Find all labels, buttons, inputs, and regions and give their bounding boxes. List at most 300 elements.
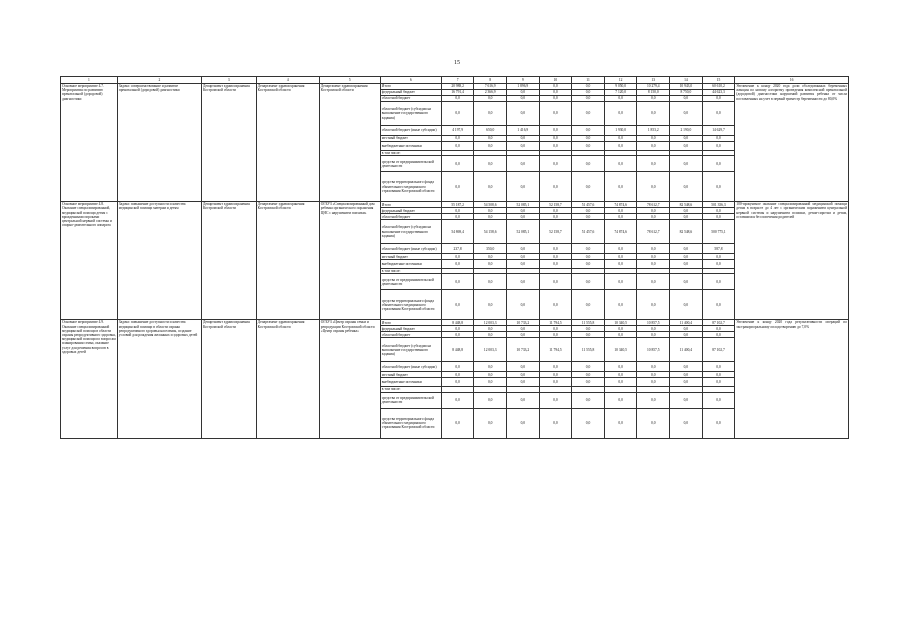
- amount-cell: 0,0: [670, 102, 703, 126]
- page-number: 15: [454, 60, 460, 66]
- amount-cell: 0,0: [670, 254, 703, 260]
- amount-cell: 78 612,7: [637, 202, 670, 208]
- amount-cell: 0,0: [670, 172, 703, 202]
- funding-source: федеральный бюджет: [380, 90, 441, 96]
- coordinator: Департамент здравоохранения Костромской области: [201, 202, 256, 320]
- amount-cell: 1 853,2: [637, 126, 670, 136]
- amount-cell: 0,0: [604, 332, 637, 338]
- amount-cell: 0,0: [572, 208, 605, 214]
- amount-cell: 10 857,5: [637, 320, 670, 326]
- amount-cell: 0,0: [507, 362, 540, 372]
- amount-cell: 587,8: [702, 244, 735, 254]
- column-header-1: 1: [61, 77, 118, 84]
- funding-source: местный бюджет: [380, 136, 441, 142]
- amount-cell: 0,0: [670, 142, 703, 151]
- amount-cell: 0,0: [702, 260, 735, 269]
- amount-cell: 0,0: [637, 214, 670, 220]
- amount-cell: 0,0: [702, 362, 735, 372]
- amount-cell: 0,0: [604, 214, 637, 220]
- expected-result: 100-процентное оказание специализированной медицинской помощи детям в возрасте до 4 лет с органическим поражением центральной нервной системы и нарушением психики, детям-сиротам и детям, оставшимся без попечения родителей: [735, 202, 849, 320]
- amount-cell: 0,0: [670, 332, 703, 338]
- funding-source: областной бюджет (иные субсидии): [380, 126, 441, 136]
- amount-cell: 11 555,8: [572, 338, 605, 362]
- column-header-14: 14: [670, 77, 703, 84]
- amount-cell: 0,0: [637, 208, 670, 214]
- amount-cell: 0,0: [637, 326, 670, 332]
- funding-source: Итого: [380, 320, 441, 326]
- amount-cell: 0,0: [572, 332, 605, 338]
- amount-cell: 87 102,7: [702, 338, 735, 362]
- column-header-7: 7: [441, 77, 474, 84]
- amount-cell: 0,0: [637, 142, 670, 151]
- amount-cell: 0,0: [604, 208, 637, 214]
- amount-cell: 0,0: [441, 214, 474, 220]
- amount-cell: 55 187,2: [441, 202, 474, 208]
- amount-cell: 0,0: [637, 290, 670, 320]
- column-header-4: 4: [256, 77, 319, 84]
- amount-cell: 0,0: [637, 172, 670, 202]
- amount-cell: 0,0: [539, 326, 572, 332]
- amount-cell: 0,0: [474, 392, 507, 408]
- amount-cell: 0,0: [670, 96, 703, 102]
- funding-source: федеральный бюджет: [380, 208, 441, 214]
- funding-source: областной бюджет (иные субсидии): [380, 244, 441, 254]
- amount-cell: 0,0: [441, 362, 474, 372]
- amount-cell: 0,0: [572, 260, 605, 269]
- amount-cell: 0,0: [572, 90, 605, 96]
- amount-cell: 10 733,2: [507, 338, 540, 362]
- amount-cell: 0,0: [474, 172, 507, 202]
- amount-cell: 0,0: [474, 142, 507, 151]
- coordinator: Департамент здравоохранения Костромской области: [201, 320, 256, 438]
- funding-source: средства от предпринимательской деятельности: [380, 274, 441, 290]
- amount-cell: 52 158,7: [539, 202, 572, 208]
- amount-cell: 0,0: [507, 408, 540, 438]
- amount-cell: 0,0: [702, 142, 735, 151]
- amount-cell: 0,0: [702, 96, 735, 102]
- amount-cell: 0,0: [572, 378, 605, 387]
- amount-cell: 0,0: [441, 172, 474, 202]
- amount-cell: 0,0: [474, 260, 507, 269]
- amount-cell: 0,0: [637, 332, 670, 338]
- amount-cell: 16 791,4: [441, 90, 474, 96]
- amount-cell: 12 003,3: [474, 338, 507, 362]
- header-row: [61, 77, 849, 84]
- amount-cell: 0,0: [507, 156, 540, 172]
- amount-cell: 0,0: [670, 362, 703, 372]
- amount-cell: 0,0: [670, 214, 703, 220]
- amount-cell: 0,0: [572, 244, 605, 254]
- amount-cell: 0,0: [539, 136, 572, 142]
- funding-source: местный бюджет: [380, 372, 441, 378]
- amount-cell: 0,0: [670, 408, 703, 438]
- amount-cell: 0,0: [637, 408, 670, 438]
- amount-cell: 52 085,1: [507, 202, 540, 208]
- amount-cell: 0,0: [539, 214, 572, 220]
- event-name: Основное мероприятие 4.7. Мероприятия по развитию пренатальной (дородовой) диагностики: [61, 84, 118, 202]
- amount-cell: 8 750,0: [670, 90, 703, 96]
- amount-cell: 0,0: [474, 372, 507, 378]
- amount-cell: 0,0: [572, 254, 605, 260]
- column-header-3: 3: [201, 77, 256, 84]
- amount-cell: 0,0: [572, 392, 605, 408]
- amount-cell: 0,0: [474, 136, 507, 142]
- amount-cell: 0,0: [572, 274, 605, 290]
- amount-cell: 0,0: [441, 372, 474, 378]
- amount-cell: 0,0: [604, 392, 637, 408]
- amount-cell: 0,0: [507, 136, 540, 142]
- amount-cell: 0,0: [702, 332, 735, 338]
- amount-cell: 54 158,6: [474, 220, 507, 244]
- amount-cell: 4 197,9: [441, 126, 474, 136]
- amount-cell: 0,0: [670, 326, 703, 332]
- column-header-12: 12: [604, 77, 637, 84]
- amount-cell: 0,0: [604, 326, 637, 332]
- amount-cell: 0,0: [637, 260, 670, 269]
- executor-main: Департамент здравоохранения Костромской области: [256, 84, 319, 202]
- amount-cell: 0,0: [604, 136, 637, 142]
- amount-cell: 0,0: [539, 84, 572, 90]
- amount-cell: 650,0: [474, 126, 507, 136]
- amount-cell: 0,0: [441, 290, 474, 320]
- amount-cell: 0,0: [572, 84, 605, 90]
- amount-cell: 0,0: [441, 260, 474, 269]
- amount-cell: 10 279,4: [637, 84, 670, 90]
- amount-cell: 0,0: [670, 372, 703, 378]
- amount-cell: 0,0: [702, 208, 735, 214]
- amount-cell: 11 400,4: [670, 320, 703, 326]
- amount-cell: 51 457,6: [572, 202, 605, 208]
- amount-cell: 0,0: [539, 254, 572, 260]
- amount-cell: 0,0: [604, 408, 637, 438]
- amount-cell: 0,0: [702, 136, 735, 142]
- funding-source: средства от предпринимательской деятельности: [380, 392, 441, 408]
- amount-cell: 0,0: [702, 214, 735, 220]
- amount-cell: 0,0: [572, 96, 605, 102]
- amount-cell: 0,0: [670, 156, 703, 172]
- amount-cell: 0,0: [572, 136, 605, 142]
- amount-cell: 0,0: [441, 156, 474, 172]
- amount-cell: 0,0: [670, 136, 703, 142]
- funding-source: в том числе:: [380, 269, 441, 274]
- amount-cell: 0,0: [670, 290, 703, 320]
- task-text: Задача: повышение доступности и качества медицинской помощи в области охраны репродуктивного здоровья населения, создание условий для рождения желанных и здоровых детей: [117, 320, 201, 438]
- amount-cell: 0,0: [539, 260, 572, 269]
- amount-cell: 0,0: [441, 274, 474, 290]
- amount-cell: 0,0: [507, 332, 540, 338]
- amount-cell: 0,0: [637, 372, 670, 378]
- funding-source: внебюджетные источники: [380, 142, 441, 151]
- amount-cell: 0,0: [441, 332, 474, 338]
- amount-cell: 0,0: [572, 214, 605, 220]
- amount-cell: 0,0: [572, 102, 605, 126]
- column-header-16: 16: [735, 77, 849, 84]
- funding-source: федеральный бюджет: [380, 326, 441, 332]
- amount-cell: 0,0: [441, 136, 474, 142]
- executor-main: Департамент здравоохранения Костромской области: [256, 202, 319, 320]
- amount-cell: 0,0: [670, 274, 703, 290]
- amount-cell: 0,0: [637, 254, 670, 260]
- amount-cell: 0,0: [572, 362, 605, 372]
- amount-cell: 10 857,5: [637, 338, 670, 362]
- amount-cell: 10 733,2: [507, 320, 540, 326]
- amount-cell: 74 874,6: [604, 202, 637, 208]
- amount-cell: 0,0: [572, 408, 605, 438]
- amount-cell: 10 340,5: [604, 338, 637, 362]
- coordinator: Департамент здравоохранения Костромской области: [201, 84, 256, 202]
- column-header-15: 15: [702, 77, 735, 84]
- amount-cell: 0,0: [637, 156, 670, 172]
- amount-cell: 0,0: [637, 378, 670, 387]
- amount-cell: 51 457,6: [572, 220, 605, 244]
- amount-cell: 0,0: [702, 102, 735, 126]
- amount-cell: 20 988,2: [441, 84, 474, 90]
- funding-source: областной бюджет: [380, 96, 441, 102]
- column-header-6: 6: [380, 77, 441, 84]
- amount-cell: 0,0: [572, 290, 605, 320]
- amount-cell: 0,0: [604, 372, 637, 378]
- amount-cell: 11 400,4: [670, 338, 703, 362]
- amount-cell: 0,0: [441, 142, 474, 151]
- amount-cell: 0,0: [572, 142, 605, 151]
- amount-cell: 12 003,3: [474, 320, 507, 326]
- amount-cell: 0,0: [637, 274, 670, 290]
- amount-cell: 0,0: [539, 274, 572, 290]
- amount-cell: 0,0: [604, 172, 637, 202]
- amount-cell: 52 085,1: [507, 220, 540, 244]
- funding-source: внебюджетные источники: [380, 378, 441, 387]
- amount-cell: 0,0: [702, 172, 735, 202]
- amount-cell: 0,0: [539, 156, 572, 172]
- program-table: [60, 76, 849, 439]
- amount-cell: 0,0: [507, 96, 540, 102]
- expected-result: Увеличение к концу 2020 года доли обследованных беременных женщин по новому алгоритму проведения комплексной пренатальной (дородовой) диагностики нарушений развития ребенка от числа поставленных на учет в первый триместр беременности до 80,0%: [735, 84, 849, 202]
- amount-cell: 0,0: [507, 378, 540, 387]
- amount-cell: 0,0: [507, 372, 540, 378]
- amount-cell: 8 448,8: [441, 338, 474, 362]
- amount-cell: 0,0: [441, 96, 474, 102]
- amount-cell: 44 623,3: [702, 90, 735, 96]
- amount-cell: 0,0: [474, 102, 507, 126]
- amount-cell: 8 150,0: [637, 90, 670, 96]
- funding-source: областной бюджет: [380, 214, 441, 220]
- amount-cell: 0,0: [702, 408, 735, 438]
- funding-source: областной бюджет (субсидии на выполнение государственного задания): [380, 338, 441, 362]
- amount-cell: 0,0: [637, 136, 670, 142]
- amount-cell: 0,0: [539, 372, 572, 378]
- column-header-10: 10: [539, 77, 572, 84]
- executor-main: Департамент здравоохранения Костромской области: [256, 320, 319, 438]
- amount-cell: 0,0: [637, 362, 670, 372]
- amount-cell: 1 896,9: [507, 84, 540, 90]
- amount-cell: 0,0: [637, 244, 670, 254]
- amount-cell: 0,0: [539, 392, 572, 408]
- amount-cell: 0,0: [474, 214, 507, 220]
- amount-cell: 0,0: [604, 96, 637, 102]
- amount-cell: 0,0: [507, 260, 540, 269]
- amount-cell: 9 050,0: [604, 84, 637, 90]
- amount-cell: 0,0: [702, 378, 735, 387]
- amount-cell: 8 448,8: [441, 320, 474, 326]
- amount-cell: 0,0: [474, 290, 507, 320]
- column-header-11: 11: [572, 77, 605, 84]
- amount-cell: 0,0: [539, 102, 572, 126]
- amount-cell: 1 416,9: [507, 126, 540, 136]
- amount-cell: 0,0: [507, 214, 540, 220]
- amount-cell: 0,0: [539, 362, 572, 372]
- amount-cell: 0,0: [441, 254, 474, 260]
- amount-cell: 0,0: [507, 274, 540, 290]
- amount-cell: 0,0: [441, 408, 474, 438]
- executor-co: ОГБУЗ «Центр охраны семьи и репродукции Костромской области «Центр охраны ребенка»: [319, 320, 380, 438]
- amount-cell: 0,0: [441, 378, 474, 387]
- amount-cell: 0,0: [507, 326, 540, 332]
- amount-cell: 0,0: [604, 254, 637, 260]
- amount-cell: 82 548,6: [670, 202, 703, 208]
- amount-cell: 0,0: [604, 378, 637, 387]
- amount-cell: 0,0: [507, 102, 540, 126]
- amount-cell: 2 190,0: [670, 126, 703, 136]
- funding-source: средства территориального фонда обязательного медицинского страхования Костромской области: [380, 290, 441, 320]
- funding-source: местный бюджет: [380, 254, 441, 260]
- amount-cell: 0,0: [637, 392, 670, 408]
- amount-cell: 0,0: [702, 274, 735, 290]
- amount-cell: 0,0: [507, 90, 540, 96]
- amount-cell: 0,0: [702, 290, 735, 320]
- amount-cell: 0,0: [474, 156, 507, 172]
- amount-cell: 0,0: [539, 332, 572, 338]
- amount-cell: 52 158,7: [539, 220, 572, 244]
- amount-cell: 350,0: [474, 244, 507, 254]
- amount-cell: 0,0: [604, 274, 637, 290]
- amount-cell: 0,0: [507, 254, 540, 260]
- amount-cell: 237,8: [441, 244, 474, 254]
- amount-cell: 0,0: [474, 408, 507, 438]
- amount-cell: 74 874,6: [604, 220, 637, 244]
- column-header-5: 5: [319, 77, 380, 84]
- amount-cell: 0,0: [507, 208, 540, 214]
- amount-cell: 0,0: [441, 102, 474, 126]
- amount-cell: 0,0: [539, 96, 572, 102]
- amount-cell: 0,0: [539, 208, 572, 214]
- amount-cell: 0,0: [670, 392, 703, 408]
- amount-cell: 0,0: [572, 172, 605, 202]
- amount-cell: 7 616,9: [474, 84, 507, 90]
- amount-cell: 0,0: [539, 244, 572, 254]
- amount-cell: 54 869,4: [441, 220, 474, 244]
- expected-result: Увеличение к концу 2020 года результативности операций по экстракорпоральному оплодотворению до 7,0%: [735, 320, 849, 438]
- column-header-13: 13: [637, 77, 670, 84]
- funding-source: в том числе:: [380, 151, 441, 156]
- amount-cell: 78 612,7: [637, 220, 670, 244]
- amount-cell: 0,0: [441, 326, 474, 332]
- executor-co: ОГБУЗ «Специализированный дом ребенка органического поражения ЦНС с нарушением психики»: [319, 202, 380, 320]
- amount-cell: 0,0: [507, 290, 540, 320]
- amount-cell: 0,0: [702, 156, 735, 172]
- amount-cell: 7 120,0: [604, 90, 637, 96]
- amount-cell: 0,0: [441, 208, 474, 214]
- amount-cell: 0,0: [572, 372, 605, 378]
- funding-source: областной бюджет: [380, 332, 441, 338]
- amount-cell: 60 610,2: [702, 84, 735, 90]
- amount-cell: 54 508,6: [474, 202, 507, 208]
- amount-cell: 0,0: [604, 142, 637, 151]
- event-name: Основное мероприятие 4.8. Оказание специализированной, медицинской помощи детям с врожденными пороками центральной нервной системы и опорно-двигательного аппарата: [61, 202, 118, 320]
- task-text: Задача: совершенствование и развитие пренатальной (дородовой) диагностики: [117, 84, 201, 202]
- amount-cell: 10 943,0: [670, 84, 703, 90]
- amount-cell: 0,0: [604, 244, 637, 254]
- amount-cell: 11 555,8: [572, 320, 605, 326]
- amount-cell: 0,0: [474, 378, 507, 387]
- event-name: Основное мероприятие 4.9. Оказание специализированной медицинской помощи в области охраны репродуктивного здоровья, медицинской помощи по вопросам планирования семьи, оказание услуг для решения вопросов в здоровых детей: [61, 320, 118, 438]
- amount-cell: 0,0: [604, 290, 637, 320]
- amount-cell: 1 930,0: [604, 126, 637, 136]
- amount-cell: 0,0: [474, 326, 507, 332]
- amount-cell: 0,0: [702, 326, 735, 332]
- task-text: Задача: повышение доступности и качества медицинской помощи матерям и детям: [117, 202, 201, 320]
- amount-cell: 0,0: [474, 254, 507, 260]
- funding-source: средства от предпринимательской деятельности: [380, 156, 441, 172]
- executor-co: Департамент здравоохранения Костромской области: [319, 84, 380, 202]
- amount-cell: 0,0: [539, 378, 572, 387]
- amount-cell: 500 775,1: [702, 220, 735, 244]
- amount-cell: 0,0: [507, 244, 540, 254]
- amount-cell: 0,0: [670, 244, 703, 254]
- funding-source: областной бюджет (субсидии на выполнение государственного задания): [380, 102, 441, 126]
- amount-cell: 0,0: [604, 260, 637, 269]
- amount-cell: 82 548,6: [670, 220, 703, 244]
- amount-cell: 0,0: [572, 126, 605, 136]
- amount-cell: 0,0: [539, 172, 572, 202]
- column-header-9: 9: [507, 77, 540, 84]
- funding-source: областной бюджет (субсидии на выполнение государственного задания): [380, 220, 441, 244]
- amount-cell: 0,0: [604, 102, 637, 126]
- amount-cell: 0,0: [670, 208, 703, 214]
- amount-cell: 0,0: [572, 156, 605, 172]
- amount-cell: 0,0: [604, 362, 637, 372]
- amount-cell: 0,0: [604, 156, 637, 172]
- funding-source: средства территориального фонда обязательного медицинского страхования Костромской области: [380, 408, 441, 438]
- amount-cell: 0,0: [702, 372, 735, 378]
- amount-cell: 0,0: [572, 326, 605, 332]
- amount-cell: 11 794,5: [539, 338, 572, 362]
- funding-source: Итого: [380, 84, 441, 90]
- amount-cell: 0,0: [474, 332, 507, 338]
- amount-cell: 0,0: [539, 408, 572, 438]
- amount-cell: 10 340,5: [604, 320, 637, 326]
- amount-cell: 0,0: [637, 102, 670, 126]
- amount-cell: 0,0: [507, 172, 540, 202]
- amount-cell: 0,0: [637, 96, 670, 102]
- amount-cell: 0,0: [539, 90, 572, 96]
- funding-source: областной бюджет (иные субсидии): [380, 362, 441, 372]
- amount-cell: 0,0: [670, 260, 703, 269]
- amount-cell: 0,0: [539, 290, 572, 320]
- amount-cell: 0,0: [474, 362, 507, 372]
- amount-cell: 2 366,9: [474, 90, 507, 96]
- amount-cell: 0,0: [507, 392, 540, 408]
- amount-cell: 11 794,5: [539, 320, 572, 326]
- amount-cell: 87 102,7: [702, 320, 735, 326]
- funding-source: Итого: [380, 202, 441, 208]
- amount-cell: 0,0: [702, 392, 735, 408]
- amount-cell: 501 356,3: [702, 202, 735, 208]
- amount-cell: 0,0: [539, 142, 572, 151]
- amount-cell: 0,0: [474, 208, 507, 214]
- table-body: [61, 77, 849, 439]
- funding-source: в том числе:: [380, 387, 441, 392]
- amount-cell: 0,0: [474, 274, 507, 290]
